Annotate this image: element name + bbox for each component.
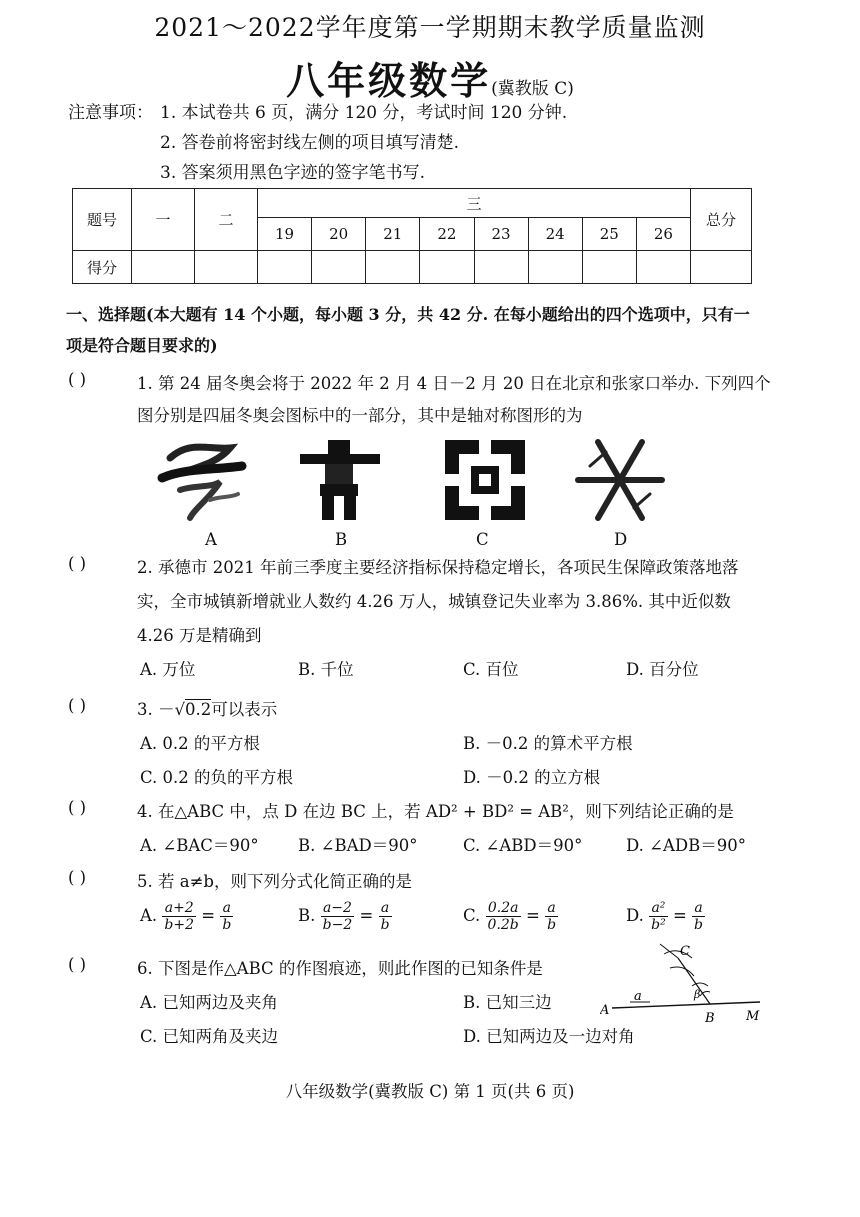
- sub-col-21: 21: [366, 218, 420, 251]
- score-cell[interactable]: [258, 251, 312, 284]
- emblem-c-image: [445, 440, 525, 520]
- q2-option-d[interactable]: D. 百分位: [626, 660, 699, 679]
- q2-option-b[interactable]: B. 千位: [298, 660, 354, 679]
- emblem-label-c: C: [476, 530, 489, 549]
- q4-option-d[interactable]: D. ∠ADB＝90°: [626, 836, 746, 855]
- q6-option-c[interactable]: C. 已知两角及夹边: [140, 1027, 279, 1046]
- answer-bracket[interactable]: ( ): [68, 955, 87, 974]
- score-table: [72, 188, 752, 284]
- q6-construction-figure: [600, 940, 770, 1025]
- col-total: 总分: [691, 189, 752, 251]
- q3-option-b[interactable]: B. －0.2 的算术平方根: [463, 734, 633, 753]
- score-cell[interactable]: [195, 251, 258, 284]
- q5-option-c[interactable]: [463, 900, 558, 933]
- score-cell[interactable]: [420, 251, 474, 284]
- score-cell[interactable]: [528, 251, 582, 284]
- note-item-1: 1. 本试卷共 6 页，满分 120 分，考试时间 120 分钟.: [160, 103, 568, 123]
- answer-bracket[interactable]: ( ): [68, 798, 87, 817]
- q5-option-d[interactable]: [626, 900, 705, 933]
- q3-suffix: 可以表示: [211, 700, 278, 719]
- sub-col-20: 20: [312, 218, 366, 251]
- fraction: $\frac{a+2}{b+2}$: [164, 900, 195, 934]
- q5-option-a[interactable]: [140, 900, 233, 933]
- section-1-heading-cont: 项是符合题目要求的): [66, 336, 218, 355]
- q1-text-cont: 图分别是四届冬奥会图标中的一部分，其中是轴对称图形的为: [137, 406, 583, 425]
- col-section-2: 二: [195, 189, 258, 251]
- subject-line: [0, 50, 860, 105]
- score-cell[interactable]: [691, 251, 752, 284]
- q6-text: 6. 下图是作△ABC 的作图痕迹，则此作图的已知条件是: [137, 959, 543, 978]
- row-label-question-number: 题号: [73, 189, 132, 251]
- q1-emblems: [150, 430, 690, 530]
- edition-label: (冀教版 C): [491, 79, 574, 99]
- emblem-label-b: B: [335, 530, 348, 549]
- sub-col-26: 26: [636, 218, 690, 251]
- q2-text: 2. 承德市 2021 年前三季度主要经济指标保持稳定增长，各项民生保障政策落地落: [137, 558, 739, 577]
- fig-label-m: M: [746, 1009, 760, 1024]
- emblem-label-d: D: [614, 530, 628, 549]
- score-cell[interactable]: [366, 251, 420, 284]
- q3-prefix: 3. －: [137, 700, 175, 719]
- equals-sign: =: [201, 906, 216, 926]
- option-letter: A.: [140, 906, 158, 926]
- q3-radicand: 0.2: [185, 700, 212, 719]
- option-letter: D.: [626, 906, 644, 926]
- fraction: $\frac{0.2a}{0.2b}$: [487, 900, 519, 934]
- construction-arc: [692, 983, 708, 986]
- fig-label-c: C: [680, 944, 690, 959]
- q2-option-a[interactable]: A. 万位: [140, 660, 196, 679]
- emblem-b-image: [300, 440, 380, 520]
- section-1-heading: 一、选择题(本大题有 14 个小题，每小题 3 分，共 42 分. 在每小题给出的四个选项中，只有一: [66, 305, 750, 324]
- note-item-2: 2. 答卷前将密封线左侧的项目填写清楚.: [160, 133, 460, 153]
- col-section-1: 一: [132, 189, 195, 251]
- score-cell[interactable]: [132, 251, 195, 284]
- fig-label-side-a: a: [634, 989, 642, 1004]
- fraction: $\frac{a}{b}$: [222, 900, 232, 934]
- q3-option-a[interactable]: A. 0.2 的平方根: [140, 734, 260, 753]
- col-section-3: 三: [258, 189, 691, 218]
- notes-label: 注意事项：: [68, 103, 153, 123]
- q3-option-c[interactable]: C. 0.2 的负的平方根: [140, 768, 294, 787]
- emblem-label-a: A: [205, 530, 217, 549]
- fraction: $\frac{\text{a²}}{\text{b²}}$: [651, 900, 666, 934]
- fig-label-a: A: [600, 1003, 610, 1018]
- q5-option-b[interactable]: [298, 900, 392, 933]
- q2-option-c[interactable]: C. 百位: [463, 660, 519, 679]
- q4-text: 4. 在△ABC 中，点 D 在边 BC 上，若 AD² + BD² = AB²，则下列结论正确的是: [137, 802, 734, 821]
- exam-title: 2021～2022学年度第一学期期末教学质量监测: [154, 13, 706, 42]
- answer-bracket[interactable]: ( ): [68, 868, 87, 887]
- q2-text-cont: 实，全市城镇新增就业人数约 4.26 万人，城镇登记失业率为 3.86%. 其中近似数: [137, 592, 731, 611]
- sqrt-sign: √: [174, 700, 186, 719]
- q6-option-d[interactable]: D. 已知两边及一边对角: [463, 1027, 635, 1046]
- fraction: $\frac{a}{b}$: [694, 900, 704, 934]
- q4-option-b[interactable]: B. ∠BAD＝90°: [298, 836, 418, 855]
- equals-sign: =: [359, 906, 374, 926]
- sub-col-22: 22: [420, 218, 474, 251]
- emblem-a-image: [162, 447, 242, 518]
- answer-bracket[interactable]: ( ): [68, 696, 87, 715]
- q4-option-a[interactable]: A. ∠BAC＝90°: [140, 836, 259, 855]
- score-cell[interactable]: [312, 251, 366, 284]
- score-cell[interactable]: [636, 251, 690, 284]
- q1-text: 1. 第 24 届冬奥会将于 2022 年 2 月 4 日－2 月 20 日在北京和张家口举办. 下列四个: [137, 374, 771, 393]
- equals-sign: =: [526, 906, 540, 926]
- page-footer: 八年级数学(冀教版 C) 第 1 页(共 6 页): [285, 1082, 575, 1101]
- q2-text-cont2: 4.26 万是精确到: [137, 626, 262, 645]
- fraction: $\frac{a}{b}$: [380, 900, 390, 934]
- fig-label-b: B: [705, 1011, 715, 1025]
- q4-option-c[interactable]: C. ∠ABD＝90°: [463, 836, 583, 855]
- fraction: $\frac{a-2}{b-2}$: [322, 900, 353, 934]
- q5-text: 5. 若 a≠b，则下列分式化简正确的是: [137, 872, 412, 891]
- option-letter: B.: [298, 906, 316, 926]
- sub-col-23: 23: [474, 218, 528, 251]
- equals-sign: =: [672, 906, 687, 926]
- note-item-3: 3. 答案须用黑色字迹的签字笔书写.: [160, 163, 426, 183]
- q3-option-d[interactable]: D. －0.2 的立方根: [463, 768, 601, 787]
- subject-title: 八年级数学: [286, 58, 492, 103]
- row-label-score: 得分: [73, 251, 132, 284]
- option-letter: C.: [463, 906, 481, 926]
- fig-label-beta: β: [694, 988, 701, 1001]
- score-cell[interactable]: [582, 251, 636, 284]
- fraction: $\frac{a}{b}$: [547, 900, 557, 934]
- q3-text: [137, 696, 277, 720]
- q6-option-b[interactable]: B. 已知三边: [463, 993, 552, 1012]
- answer-bracket[interactable]: ( ): [68, 370, 87, 389]
- score-cell[interactable]: [474, 251, 528, 284]
- sub-col-25: 25: [582, 218, 636, 251]
- answer-bracket[interactable]: ( ): [68, 554, 87, 573]
- emblem-d-image: [578, 442, 662, 518]
- sub-col-24: 24: [528, 218, 582, 251]
- construction-arc: [670, 967, 694, 976]
- q6-option-a[interactable]: A. 已知两边及夹角: [140, 993, 278, 1012]
- sub-col-19: 19: [258, 218, 312, 251]
